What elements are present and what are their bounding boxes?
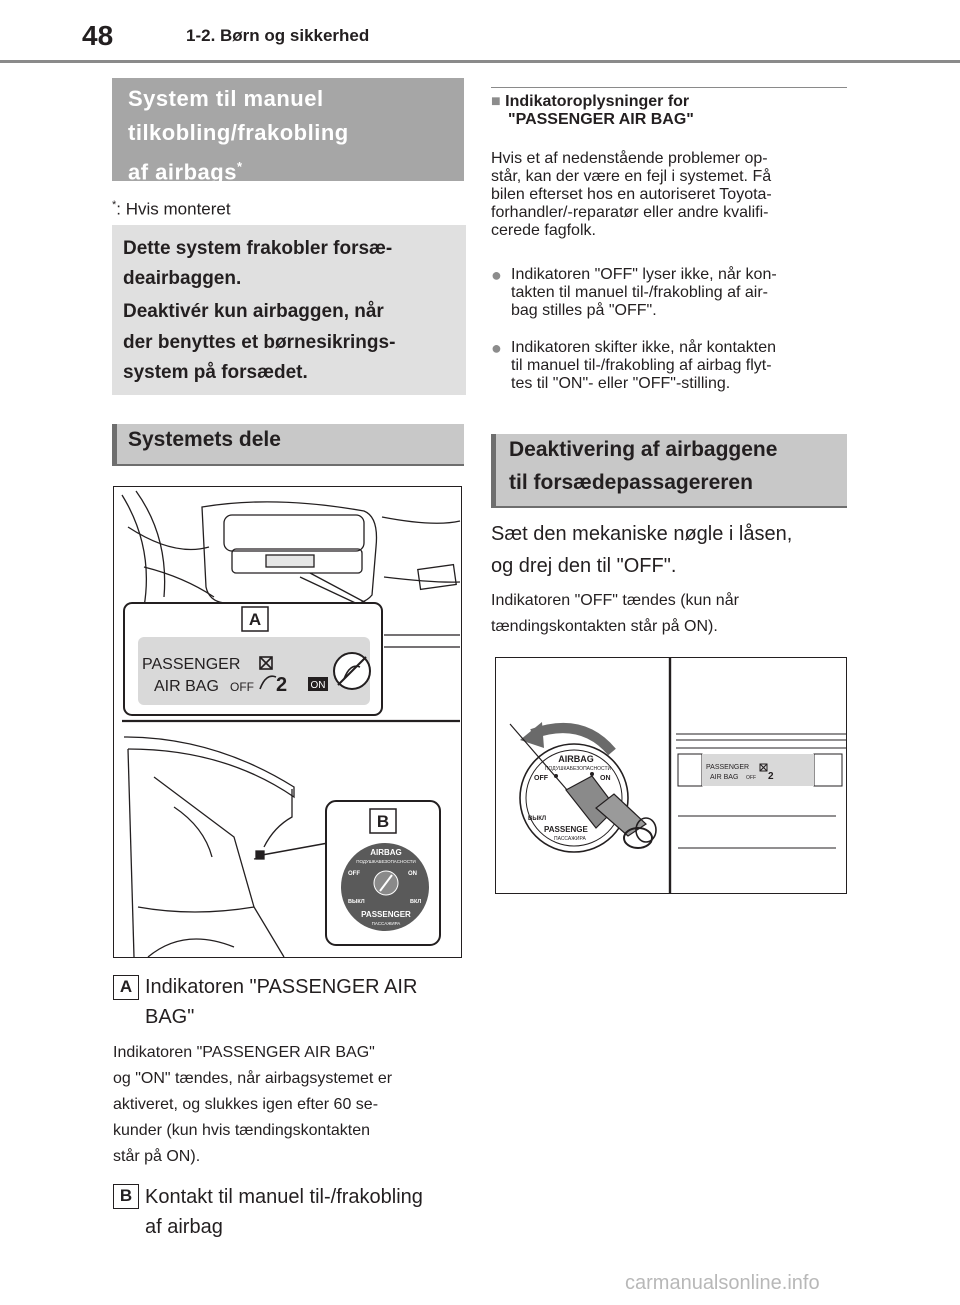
switch-passenger-text: PASSENGER <box>361 910 411 919</box>
footnote-mark: * <box>112 199 117 211</box>
page-number: 48 <box>82 20 114 51</box>
indicator-info-heading-line: Indikatoroplysninger for <box>505 93 690 110</box>
paragraph-line: bilen efterset hos en autoriseret Toyota- <box>491 186 772 203</box>
indicator-info-paragraph <box>491 150 772 240</box>
heading-line: tilkobling/frakobling <box>128 120 349 145</box>
heading-line: af airbags <box>128 159 237 185</box>
switch-vykl-text: ВЫКЛ <box>528 816 547 822</box>
note-line: Indikatoren "OFF" tændes (kun når <box>491 592 739 609</box>
bullet-line: tes til "ON"- eller "OFF"-stilling. <box>511 375 731 392</box>
paragraph-line: står, kan der være en fejl i systemet. Få <box>491 168 772 185</box>
circle-bullet-icon: ● <box>491 338 502 358</box>
header-rule <box>0 60 960 63</box>
note-line: tændingskontakten står på ON). <box>491 618 718 635</box>
instruction-line: Sæt den mekaniske nøgle i låsen, <box>491 523 793 545</box>
bullet-line: takten til manuel til-/frakobling af air- <box>511 284 768 301</box>
section-title: 1-2. Børn og sikkerhed <box>186 26 370 45</box>
deactivation-instruction <box>491 518 792 582</box>
bullet-text <box>511 339 776 393</box>
indicator-airbag-text: AIR BAG <box>710 774 739 781</box>
item-a-title <box>145 972 417 1032</box>
indicator-off-text: OFF <box>746 775 756 781</box>
item-a-desc-line: står på ON). <box>113 1148 201 1165</box>
warning-line: deairbaggen. <box>123 268 242 289</box>
item-b-label: B <box>113 1184 139 1209</box>
switch-on-text: ON <box>408 871 417 877</box>
indicator-info-heading-line: "PASSENGER AIR BAG" <box>508 111 694 128</box>
item-b-title-line: af airbag <box>145 1216 223 1238</box>
item-a-desc-line: Indikatoren "PASSENGER AIR BAG" <box>113 1044 375 1061</box>
indicator-passenger-text: PASSENGER <box>706 764 750 771</box>
switch-vkl-text: ВКЛ <box>410 899 422 905</box>
warning-line: Deaktivér kun airbaggen, når <box>123 301 384 322</box>
indicator-on-text: ON <box>310 680 326 691</box>
item-a-label: A <box>113 975 139 1000</box>
indicator-airbag-text: AIR BAG <box>154 678 219 695</box>
item-a-desc-line: kunder (kun hvis tændingskontakten <box>113 1122 371 1139</box>
switch-on-text: ON <box>600 775 611 782</box>
switch-airbag-text: AIRBAG <box>558 754 594 764</box>
switch-cyrillic-top: ПОДУШКАБЕЗОПАСНОСТИ <box>544 766 612 772</box>
switch-airbag-text: AIRBAG <box>370 848 402 857</box>
key-switch-illustration <box>495 657 847 894</box>
indicator-passenger-text: PASSENGER <box>142 656 241 673</box>
callout-a-label: A <box>248 610 262 629</box>
dashboard-drawing <box>114 487 461 957</box>
key-switch-drawing <box>496 658 846 893</box>
parts-heading: Systemets dele <box>128 428 281 451</box>
circle-bullet-icon: ● <box>491 265 502 285</box>
switch-cyrillic-top: ПОДУШКАБЕЗОПАСНОСТИ <box>356 859 416 864</box>
square-bullet-icon: ■ <box>491 93 501 110</box>
switch-off-text: OFF <box>348 871 360 877</box>
heading-line: System til manuel <box>128 86 324 111</box>
item-a-desc-line: og "ON" tændes, når airbagsystemet er <box>113 1070 393 1087</box>
deactivation-heading-line: til forsædepassagereren <box>509 471 753 494</box>
deactivation-heading-line: Deaktivering af airbaggene <box>509 438 778 461</box>
footnote-text: : Hvis monteret <box>116 199 231 219</box>
instruction-line: og drej den til "OFF". <box>491 555 677 577</box>
switch-cyrillic-bottom: ПАССАЖИРА <box>371 921 401 926</box>
bullet-line: Indikatoren "OFF" lyser ikke, når kon- <box>511 266 777 283</box>
warning-line: Dette system frakobler forsæ- <box>123 238 393 259</box>
item-a-description <box>113 1040 392 1170</box>
item-b-title <box>145 1182 423 1242</box>
footnote <box>112 199 231 220</box>
warning-line: system på forsædet. <box>123 362 308 383</box>
bullet-item <box>491 265 502 286</box>
bullet-item <box>491 338 502 359</box>
item-a-desc-line: aktiveret, og slukkes igen efter 60 se- <box>113 1096 379 1113</box>
svg-text:2: 2 <box>276 674 288 696</box>
airbag-on-icon <box>334 653 370 689</box>
item-a-title-line: Indikatoren "PASSENGER AIR <box>145 976 418 998</box>
section-rule <box>491 87 847 88</box>
item-a-title-line: BAG" <box>145 1006 195 1028</box>
paragraph-line: forhandler/-reparatør eller andre kvalifi- <box>491 204 769 221</box>
switch-off-text: OFF <box>534 775 548 782</box>
warning-line: der benyttes et børnesikrings- <box>123 332 396 353</box>
manual-section-heading <box>128 82 448 189</box>
deactivation-note <box>491 588 739 640</box>
watermark: carmanualsonline.info <box>625 1272 820 1294</box>
indicator-off-text: OFF <box>230 680 254 694</box>
svg-text:2: 2 <box>768 771 774 782</box>
bullet-line: til manuel til-/frakobling af airbag flyt- <box>511 357 772 374</box>
switch-passenger-text: PASSENGE <box>544 825 588 834</box>
switch-cyrillic-bottom: ПАССАЖИРА <box>554 836 586 842</box>
footnote-marker: * <box>236 159 243 174</box>
paragraph-line: Hvis et af nedenstående problemer op- <box>491 150 768 167</box>
callout-b-label: B <box>376 812 390 831</box>
dashboard-illustration <box>113 486 462 958</box>
bullet-line: Indikatoren skifter ikke, når kontakten <box>511 339 777 356</box>
bullet-text <box>511 266 777 320</box>
paragraph-line: cerede fagfolk. <box>491 222 596 239</box>
switch-vykl-text: ВЫКЛ <box>348 899 365 905</box>
item-b-title-line: Kontakt til manuel til-/frakobling <box>145 1186 423 1208</box>
bullet-line: bag stilles på "OFF". <box>511 302 657 319</box>
indicator-info-heading <box>491 93 694 129</box>
